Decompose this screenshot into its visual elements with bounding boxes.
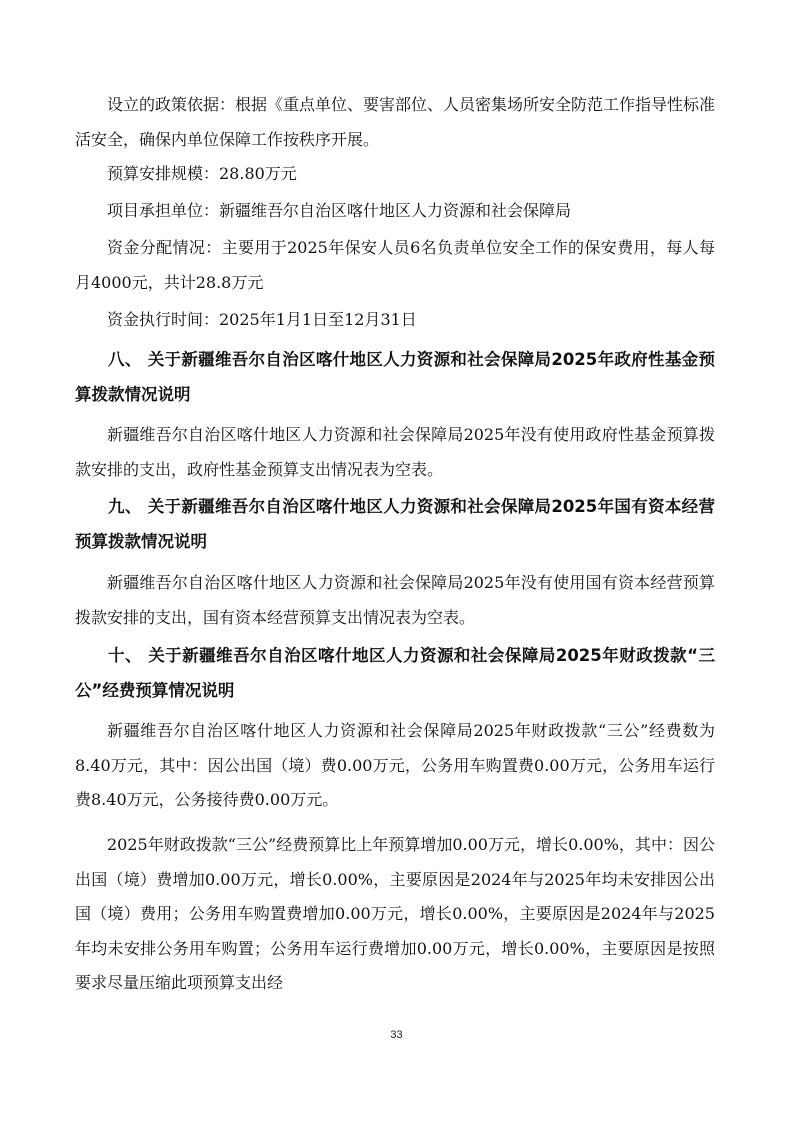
budget-scale-paragraph: 预算安排规模：28.80万元 bbox=[107, 164, 297, 183]
section-9-heading: 九、 关于新疆维吾尔自治区喀什地区人力资源和社会保障局2025年国有资本经营预算拨款情况说明 bbox=[75, 497, 715, 551]
section-10-body: 新疆维吾尔自治区喀什地区人力资源和社会保障局2025年财政拨款“三公”经费数为8.40万元，其中：因公出国（境）费0.00万元，公务用车购置费0.00万元，公务用车运行费8.40万元，公务接待费0.00万元。 bbox=[75, 721, 715, 809]
section-10-body-2: 2025年财政拨款“三公”经费预算比上年预算增加0.00万元，增长0.00%，其中：因公出国（境）费增加0.00万元，增长0.00%，主要原因是2024年与2025年均未安排因公出国（境）费用；公务用车购置费增加0.00万元，增长0.00%，主要原因是2024年与2025年均未安排公务用车购置；公务用车运行费增加0.00万元，增长0.00%，主要原因是按照要求尽量压缩此项预算支出经 bbox=[75, 835, 715, 992]
section-10-heading: 十、 关于新疆维吾尔自治区喀什地区人力资源和社会保障局2025年财政拨款“三公”经费预算情况说明 bbox=[75, 646, 715, 700]
fund-execution-paragraph: 资金执行时间：2025年1月1日至12月31日 bbox=[107, 310, 417, 329]
fund-allocation-paragraph: 资金分配情况：主要用于2025年保安人员6名负责单位安全工作的保安费用，每人每月4000元，共计28.8万元 bbox=[75, 238, 715, 292]
project-unit-paragraph: 项目承担单位：新疆维吾尔自治区喀什地区人力资源和社会保障局 bbox=[107, 201, 572, 220]
page-number: 33 bbox=[390, 1029, 403, 1041]
section-8-heading: 八、 关于新疆维吾尔自治区喀什地区人力资源和社会保障局2025年政府性基金预算拨款情况说明 bbox=[75, 350, 715, 404]
section-8-body: 新疆维吾尔自治区喀什地区人力资源和社会保障局2025年没有使用政府性基金预算拨款安排的支出，政府性基金预算支出情况表为空表。 bbox=[75, 425, 715, 479]
section-9-body: 新疆维吾尔自治区喀什地区人力资源和社会保障局2025年没有使用国有资本经营预算拨款安排的支出，国有资本经营预算支出情况表为空表。 bbox=[75, 573, 715, 627]
policy-basis-paragraph: 设立的政策依据：根据《重点单位、要害部位、人员密集场所安全防范工作指导性标准活安全，确保内单位保障工作按秩序开展。 bbox=[75, 95, 716, 149]
